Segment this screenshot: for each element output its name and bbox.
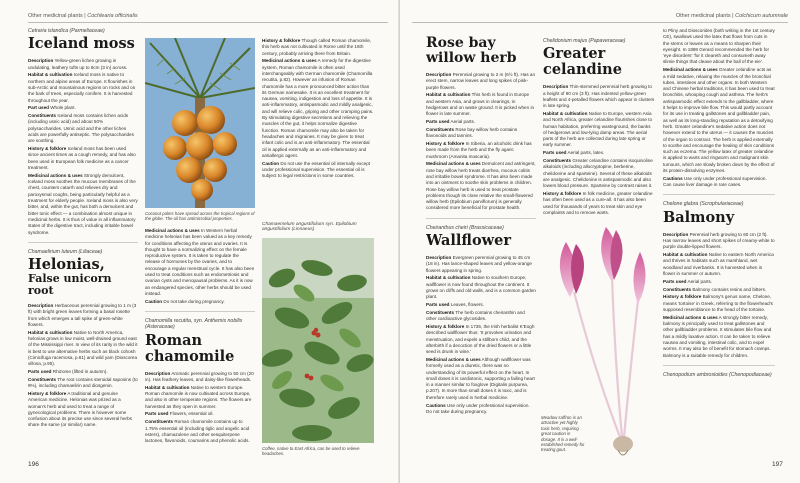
entry-separator [663,194,775,195]
entry-paragraph: to Pliny and Dioscorides (both writing in the 1st century CE), swallows used the latex that flows from cuts in the stems or leaves as a means to sharpen their eyesight. In 1898 Gerard recommended the herb for 'eye disorders' 'for it cleareth and consumeth away slimie things that cleave about the ball of the eie'. [663,28,775,65]
entry-paragraph: Habitat & cultivation Iceland moss is native to northern and alpine areas of Europe. It flourishes in sub-Arctic and mountainous regions on rocks and on the bark of trees, especially conifers. It is harvested throughout the year. [28,72,136,103]
entry-paragraph: Caution Do not use the essential oil internally except under professional supervision. The essential oil is subject to legal restrictions in some countries. [262,160,371,179]
entry-iceland-moss [28,28,138,236]
left-page-number: 196 [28,461,39,468]
right-page-number: 197 [772,461,783,468]
entry-paragraph: Description Herbaceous perennial growing to 1 m (3 ft) with bright green leaves forming a basal rosette from which emerges a tall spike of green-white flowers. [28,303,137,327]
entry-paragraph: History & folklore Iceland moss has been used since ancient times as a cough remedy, and has also been used in European folk medicine as a cancer treatment. [28,146,136,171]
entry-greater-celandine [543,38,655,216]
entry-paragraph: Medicinal actions & uses Although wallflower was formerly used as a diuretic, there was no understanding of its powerful effect on the heart. In small doses it is cardiotonic, supporting a failing heart in a manner similar to foxglove (Digitalis purpurea, p.207). In more than small doses it is toxic, and is therefore rarely used in herbal medicine. [426,356,535,400]
entry-paragraph: Description Perennial herb growing to 60 cm (2 ft). Has narrow leaves and short spikes of creamy-white to purple double-lipped flowers. [663,231,775,250]
saffron-caption: Meadow saffron is an attractive yet highly toxic herb, requiring great caution in dosage. It is a well-established remedy for treating gout. [541,415,585,453]
left-header-rule [28,22,388,23]
left-column-3 [262,38,374,218]
coffee-illustration [262,238,374,443]
right-column-2 [543,38,655,218]
entry-paragraph: Habitat & cultivation Native to North America, helonias grows in low moist, well-drained ground east of the Mississippi river. In view of its rarity in the wild it is best to use alternative herbs such as black cohosh (Cimicifuga racemosa, p.61) and wild yam (Dioscorea villosa, p.95). [28,329,138,367]
entry-paragraph: Constituents The root contains steroidal saponins (to 9%), including chamaelirin and diosgenin. [28,376,138,389]
entry-paragraph: History & folklore Though called Roman chamomile, this herb was not cultivated in Rome until the 16th century, probably arriving there from Britain. [262,38,372,56]
entry-paragraph: History & folklore Balmony's genus name, Chelone, means 'tortoise' in Greek, referring to the flowerhead's supposed resemblance to the head of the tortoise. [663,294,773,312]
entry-paragraph: Constituents Rose bay willow herb contains flavonoids and tannins. [426,126,518,139]
right-page [400,0,800,483]
entry-paragraph: Constituents Greater celandine contains isoquinoline alkaloids (including allocryptopine, berberine, chelidonine and sparteine). Several of these alkaloids are analgesic. Chelidonine is antispasmodic and also lowers blood pressure. Sparteine by contrast raises it. [543,158,653,189]
coffee-plant-photo [262,238,374,443]
coconut-illustration [145,38,255,208]
left-column-2 [145,228,255,458]
entry-paragraph: Part used Whole plant. [28,105,76,111]
entry-paragraph: Habitat & cultivation Native to western Europe. Roman chamomile is now cultivated across Europe, and also in other temperate regions. The flowers are harvested as they open in summer. [145,384,252,409]
entry-title: Rose bay willow herb [426,36,517,66]
entry-paragraph: Cautions Use only under professional supervision. Can cause liver damage in rare cases. [663,175,767,188]
entry-paragraph: Parts used Aerial parts, latex. [543,150,605,156]
entry-paragraph: Constituents Roman chamomile contains up to 1.75% essential oil (including tiglic and angelic acid esters), chamazulene and other sesquiterpene lactones, flavonoids, coumarins and phenolic acids. [145,419,250,444]
entry-paragraph: Parts used Rhizome (lifted in autumn). [28,369,108,375]
entry-paragraph: Parts used Flowers, essential oil. [145,411,214,417]
entry-title: Wallflower [426,232,511,250]
entry-wallflower [426,225,536,415]
botanical-name: Chamomilla recutita, syn. Anthemis nobilis (Asteraceae) [145,318,243,331]
entry-separator [28,242,138,243]
entry-paragraph: Description Thin-stemmed perennial herb growing to a height of 90 cm (3 ft). Has indented yellow-green leaflets and 4-petalled flowers which appear in clusters in late spring. [543,84,655,109]
right-header-rule [412,22,788,23]
entry-separator [663,365,775,366]
entry-paragraph: History & folklore A traditional and genuine American medicine. Helonias was prized as a woman's herb and used to treat a range of gynecological problems. There is however some confusion about its precise use since several herbs share the same (or similar) name. [28,390,132,428]
entry-paragraph: Constituents Balmony contains resins and bitters. [663,286,767,292]
entry-separator [145,311,255,312]
coconut-caption: Coconut palms have spread across the tropical regions of the globe. The oil has antimicrobial properties. [145,211,255,222]
entry-paragraph: Description Yellow-green lichen growing in undulating, leathery tufts up to 8cm (3 in) across. [28,58,128,70]
botanical-name: Chamaelirium luteum (Liliaceae) [28,248,103,255]
botanical-name: Chelidonium majus (Papaveraceae) [543,38,626,44]
right-column-3 [663,28,775,460]
entry-paragraph: History & folklore In folk medicine, greater celandine has often been used as a cure-all. It has also been used for thousands of years to treat skin and eye complaints and to remove warts. [543,191,653,215]
right-running-header: Other medicinal plants | Colchicum autumnale [675,13,788,19]
right-column-1 [426,36,536,460]
entry-paragraph: Habitat & cultivation This herb is found in Europe and western Asia, and grows in clearings, in hedgerows and on waste ground. It is picked when in flower in late summer. [426,92,535,117]
entry-paragraph: Caution Do not take during pregnancy. [145,298,225,304]
left-running-header: Other medicinal plants | Cochlearia officinalis [28,13,138,19]
entry-paragraph: Parts used Aerial parts. [663,278,713,284]
entry-paragraph: Constituents The herb contains cheiranthin and other cardioactive glycosides. [426,309,525,322]
entry-title: Greater celandine [543,45,622,79]
entry-paragraph: Parts used Leaves, flowers. [426,302,484,308]
botanical-name: Chelone glabra (Scrophulariaceae) [663,201,744,208]
entry-roman-chamomile [145,318,255,444]
entry-title: Helonias, [28,256,105,274]
entry-helonias [28,249,138,429]
entry-paragraph: Description Evergreen perennial growing to 45 cm (18 in). Has lance-shaped leaves and yellow-orange flowers appearing in spring. [426,255,532,273]
entry-subtitle: False unicorn root [28,272,112,298]
entry-paragraph: Constituents Iceland moss contains lichen acids (including usnic acid) and about 50% polysaccharides. Usnic acid and the other lichen acids are powerfully antiseptic. The polysaccharides are soothing. [28,113,134,144]
entry-paragraph: Medicinal actions & uses Demulcent and astringent, rose bay willow herb treats diarrhea, mucous colitis and irritable bowel syndrome. It has also been made into an ointment to soothe skin problems in children. Rose bay willow herb is used to treat prostate problems though its close relative the small-flowered willow herb (Epilobium parviflorum) is generally considered more beneficial for prostate health. [426,161,536,211]
entry-paragraph: Medicinal actions & uses In Western herbal medicine helonias has been valued as a key remedy for conditions affecting the uterus and ovaries. It is thought to have a normalizing effect on the female reproductive system. It is taken to regulate the release of hormones by the ovaries, and to encourage a regular menstrual cycle. It has also been used to treat conditions such as endometriosis and ovarian cysts and menopausal problems. As it is now an endangered species, other herbs should be used instead. [145,228,255,296]
entry-paragraph: History & folklore In Siberia, an alcoholic drink has been made from the herb and the fly agaric mushroom (Amanita muscaria). [426,140,532,159]
entry-paragraph: Description Perennial growing to 2 m (6½ ft). Has an erect stem, narrow leaves and long spikes of pink-purple flowers. [426,72,536,90]
entry-balmony [663,201,775,358]
entry-paragraph: Medicinal actions & uses Strongly demulcent, Iceland moss soothes the mucous membranes of the chest, counters catarrh and relieves dry and paroxysmal coughs, being particularly helpful as a treatment for elderly people. Iceland moss is also very bitter, and, within the gut, has both a demulcent and bitter tonic effect — a combination almost unique in medicinal herbs. It is thus of value in all inflammatory states of the digestive tract, including irritable bowel syndrome. [28,172,138,235]
botanical-name: Cheiranthus cheiri (Brassicaceae) [426,224,504,231]
coconut-palm-photo [145,38,255,208]
left-column-1 [28,28,138,458]
entry-title: Iceland moss [28,35,135,53]
chamomile-latin-caption: Chamaemelum angustifolium syn. Epilobium angustifolium (Linnaeus) [262,222,357,233]
entry-paragraph: Description Aromatic perennial growing to 50 cm (20 in). Has feathery leaves, and daisy-like flowerheads. [145,370,254,382]
entry-paragraph: Medicinal actions & uses A strongly bitter remedy, balmony is principally used to treat gallstones and other gallbladder problems. It stimulates bile flow and has a mildly laxative action. It can be taken to relieve nausea and vomiting, intestinal colic, and to expel worms. It may also be of benefit for stomach cramps. Balmony is a suitable remedy for children. [663,314,772,358]
entry-paragraph: Habitat & cultivation Native to Europe, western Asia and North Africa, greater celandine flourishes close to human habitation, preferring wasteground, the banks of hedgerows and low-lying damp areas. The aerial parts of the herb are collected during late spring or early summer. [543,110,653,148]
entry-separator [426,218,536,219]
entry-paragraph: Habitat & cultivation Native to eastern North America and thrives in habitats such as marshland, wet woodland and riverbanks. It is harvested when in flower in summer or autumn. [663,252,774,276]
entry-rose-bay-willow-herb [426,36,536,212]
entry-paragraph: Habitat & cultivation Native to southern Europe, wallflower is now found throughout the continent. It grows on cliffs and old walls, and is a common garden plant. [426,275,536,300]
entry-title: Roman chamomile [145,331,235,365]
botanical-name: Cetraria islandica (Parmeliaceae) [28,28,105,34]
entry-paragraph: Medicinal actions & uses Greater celandine acts as a mild sedative, relaxing the muscles of the bronchial tubes, intestines and other organs. In both Western and Chinese herbal traditions, it has been used to treat bronchitis, whooping cough and asthma. The herb's antispasmodic effect extends to the gallbladder, where it helps to improve bile flow. This would partly account for its use in treating gallstones and gallbladder pain, as well as its long-standing reputation as a detoxifying herb. Greater celandine's sedative action does not however extend to the uterus — it causes the muscles of the organ to contract. The herb is applied externally to soothe and encourage the healing of skin conditions such as eczema. The yellow latex of greater celandine is applied to warts and ringworm and malignant skin tumours, which are slowly broken down by the effect of its protein-dissolving enzymes. [663,67,775,174]
entry-paragraph: Cautions Use only under professional supervision. Do not take during pregnancy. [426,402,530,414]
coffee-caption: Coffee, native to East Africa, can be used to relieve headaches. [262,446,360,457]
entry-paragraph: Medicinal actions & uses A remedy for the digestive system, Roman chamomile is often used interchangeably with German chamomile (Chamomilla recutita, p.82). However an infusion of Roman chamomile has a more pronounced bitter action than its German namesake. It is an excellent treatment for nausea, vomiting, indigestion and loss of appetite. It is anti-inflammatory, antispasmodic and mildly analgesic, and will relieve colic, griping and other cramping pains. By stimulating digestive secretions and relieving the muscles of the gut, it helps normalize digestive function. Roman chamomile may also be taken for headaches and migraines. It may be given to treat infant colic and is an anti-inflammatory. The essential oil is applied externally as an anti-inflammatory and antiallergic agent. [262,58,374,158]
entry-paragraph: History & folklore In 1735, the Irish herbalist K'Eogh described wallflower thus: 'It provokes urination and menstruation, and expels a stillborn child, and the afterbirth if a decoction of the dried flowers or a little seed is drunk in wine.' [426,324,535,355]
entry-title: Balmony [663,208,735,226]
entry-paragraph: Parts used Aerial parts. [426,119,476,125]
botanical-name: Chenopodium ambrosioides (Chenopodiaceae) [663,371,772,378]
